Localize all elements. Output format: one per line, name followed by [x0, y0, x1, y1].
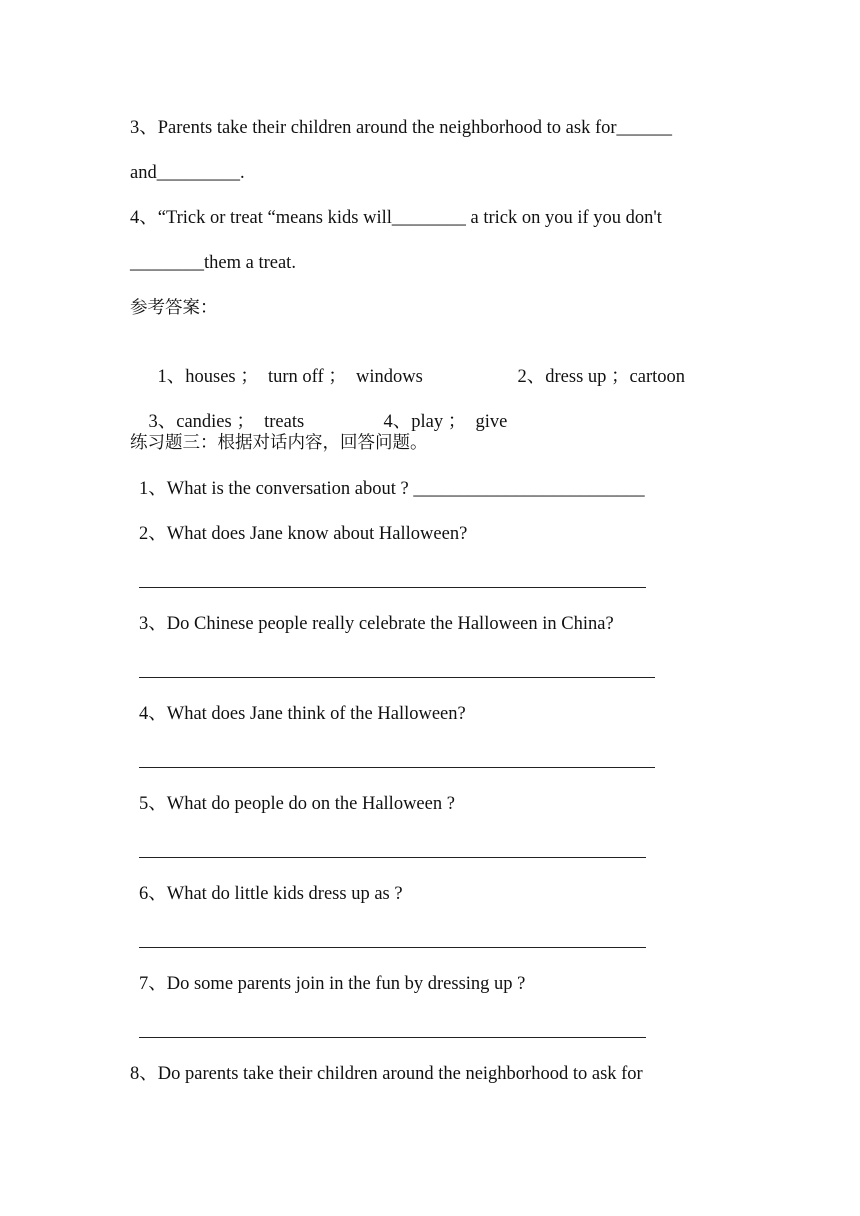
q4-line-1: 4、“Trick or treat “means kids will________ a trick on you if you don't: [130, 208, 662, 228]
answer-line-3: [139, 677, 655, 678]
ex3-question-3: 3、Do Chinese people really celebrate the Halloween in China?: [139, 614, 614, 634]
q3-line-1: 3、Parents take their children around the neighborhood to ask for______: [130, 118, 673, 138]
q3-line-2: and_________.: [130, 163, 245, 183]
ex3-question-5: 5、What do people do on the Halloween ?: [139, 794, 455, 814]
answer-4: 4、play ； give: [383, 412, 508, 432]
q4-line-2: ________them a treat.: [130, 253, 296, 273]
ex3-question-7: 7、Do some parents join in the fun by dressing up ?: [139, 974, 526, 994]
answer-line-7: [139, 1037, 646, 1038]
ex3-question-2: 2、What does Jane know about Halloween?: [139, 524, 468, 544]
ex3-question-1: 1、What is the conversation about ? _________________________: [139, 479, 645, 499]
answer-line-2: [139, 587, 646, 588]
answer-line-5: [139, 857, 646, 858]
ex3-question-8: 8、Do parents take their children around the neighborhood to ask for: [130, 1064, 643, 1084]
ex3-question-6: 6、What do little kids dress up as ?: [139, 884, 403, 904]
answer-line-6: [139, 947, 646, 948]
answers-heading: 参考答案：: [130, 298, 218, 318]
answer-2: 2、dress up ；cartoon: [517, 367, 685, 387]
answer-line-4: [139, 767, 655, 768]
answer-1: 1、houses ； turn off ； windows: [157, 367, 423, 387]
exercise3-heading: 练习题三：根据对话内容，回答问题。: [130, 433, 428, 453]
ex3-question-4: 4、What does Jane think of the Halloween?: [139, 704, 466, 724]
answer-3: 3、candies ； treats: [148, 412, 305, 432]
